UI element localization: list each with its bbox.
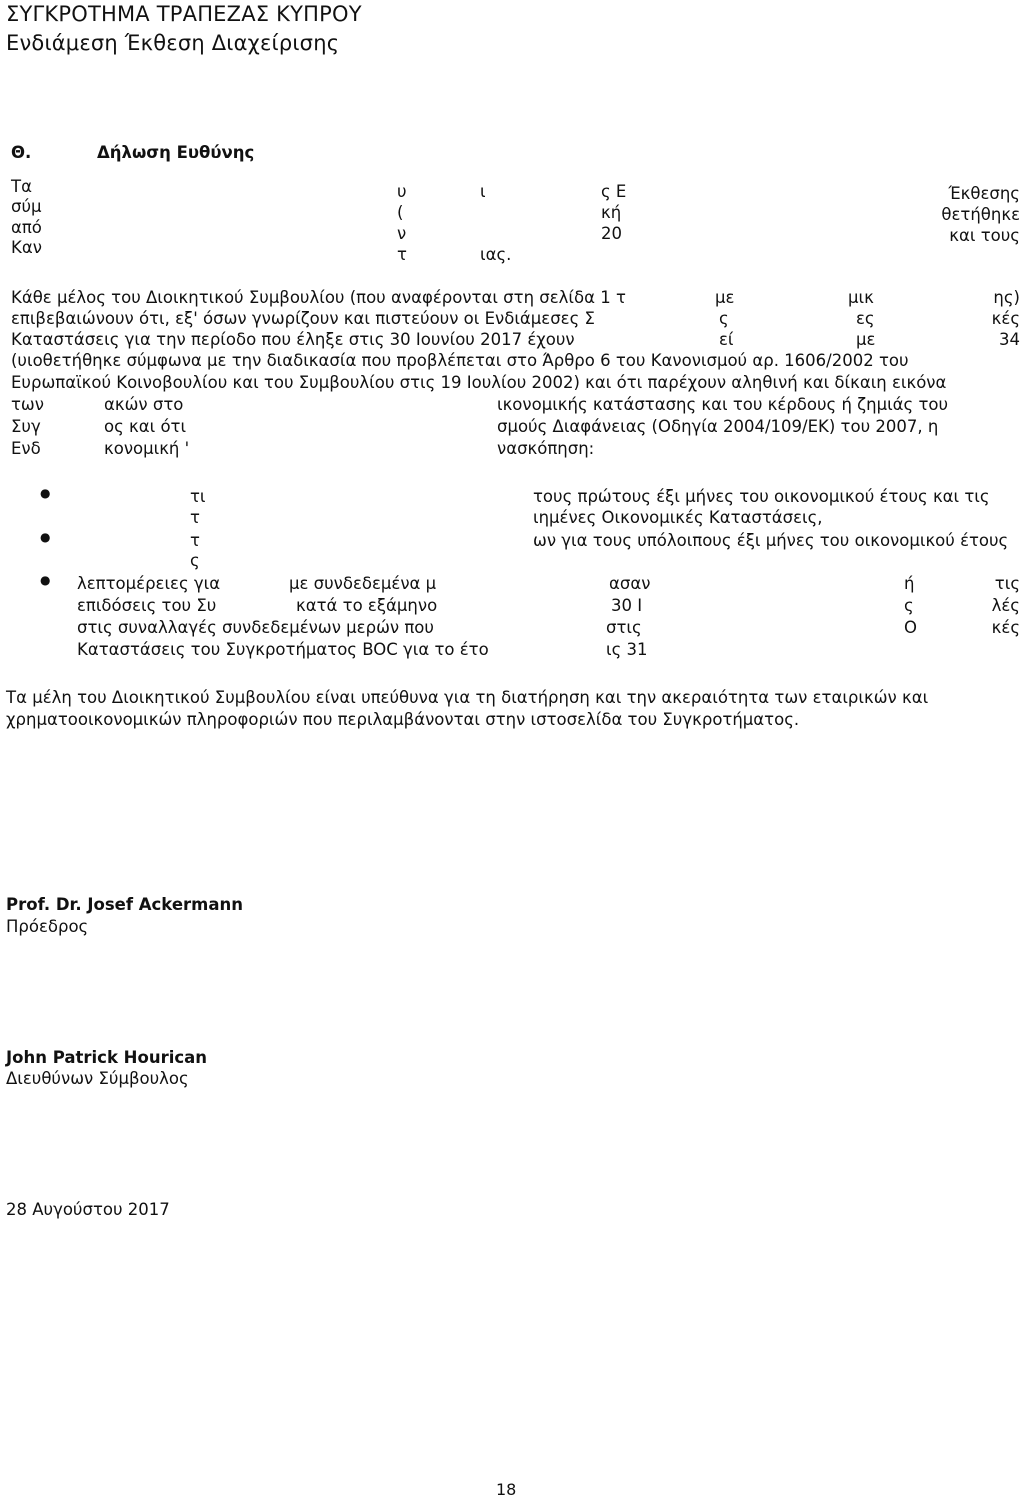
para2-fragment: 34	[999, 330, 1020, 349]
para1-fragment: ι	[480, 182, 486, 201]
bullet-fragment: με συνδεδεμένα μ	[289, 574, 437, 593]
bullet-fragment: τι	[190, 487, 206, 506]
bullet-fragment: ασαν	[609, 574, 651, 593]
section-title: Δήλωση Ευθύνης	[97, 143, 255, 162]
bullet-fragment: επιδόσεις του Συ	[77, 596, 217, 615]
para2-line: Καταστάσεις για την περίοδο που έληξε στις 30 Ιουνίου 2017 έχουν	[11, 330, 575, 349]
bullet-fragment: τ	[190, 508, 200, 527]
bullet-fragment: ιημένες Οικονομικές Καταστάσεις,	[533, 508, 823, 527]
para2-fragment: νασκόπηση:	[497, 439, 595, 458]
bullet-fragment: στις συναλλαγές συνδεδεμένων μερών που	[77, 618, 434, 637]
bullet-fragment: Καταστάσεις του Συγκροτήματος BOC για το έτο	[77, 640, 489, 659]
bullet-fragment: 30 Ι	[611, 596, 643, 615]
bullet-fragment: λές	[991, 596, 1020, 615]
para2-fragment: με	[715, 288, 735, 307]
signatory-role: Πρόεδρος	[6, 917, 89, 936]
para1-fragment: κή	[601, 203, 622, 222]
para1-fragment: Τα	[11, 177, 32, 196]
report-company-title: ΣΥΓΚΡΟΤΗΜΑ ΤΡΑΠΕΖΑΣ ΚΥΠΡΟΥ	[6, 2, 362, 26]
bullet-fragment: τους πρώτους έξι μήνες του οικονομικού έτους και τις	[533, 487, 990, 506]
para2-fragment: σμούς Διαφάνειας (Οδηγία 2004/109/ΕΚ) του 2007, η	[497, 417, 939, 436]
para2-fragment: Ενδ	[11, 439, 41, 458]
para1-fragment: τ	[397, 245, 407, 264]
para2-line: Κάθε μέλος του Διοικητικού Συμβουλίου (που αναφέρονται στη σελίδα 1 τ	[11, 288, 626, 307]
para3-line: Τα μέλη του Διοικητικού Συμβουλίου είναι υπεύθυνα για τη διατήρηση και την ακεραιότητα των εταιρικών και	[6, 688, 929, 707]
para2-line: Ευρωπαϊκού Κοινοβουλίου και του Συμβουλίου στις 19 Ιουλίου 2002) και ότι παρέχουν αληθινή και δίκαιη εικόνα	[11, 373, 947, 392]
report-subtitle: Ενδιάμεση Έκθεση Διαχείρισης	[6, 31, 340, 55]
para2-fragment: εί	[719, 330, 734, 349]
para1-fragment: θετήθηκε	[941, 205, 1020, 224]
bullet-marker: ●	[40, 530, 51, 544]
signatory-name: Prof. Dr. Josef Ackermann	[6, 895, 243, 914]
bullet-marker: ●	[40, 486, 51, 500]
para2-line: (υιοθετήθηκε σύμφωνα με την διαδικασία που προβλέπεται στο Άρθρο 6 του Κανονισμού αρ. 1606/2002 του	[11, 351, 909, 370]
bullet-fragment: ων για τους υπόλοιπους έξι μήνες του οικονομικού έτους	[533, 531, 1009, 550]
bullet-marker: ●	[40, 573, 51, 587]
para1-fragment: από	[11, 218, 42, 237]
section-number: Θ.	[11, 143, 32, 162]
para1-fragment: υ	[397, 182, 407, 201]
para1-fragment: και τους	[949, 226, 1020, 245]
para2-fragment: Συγ	[11, 417, 41, 436]
bullet-fragment: στις	[606, 618, 642, 637]
para2-fragment: ης)	[993, 288, 1020, 307]
para1-fragment: Έκθεσης	[948, 184, 1020, 203]
para2-fragment: ικονομικής κατάστασης και του κέρδους ή ζημιάς του	[497, 395, 949, 414]
bullet-fragment: τις	[994, 574, 1020, 593]
para2-fragment: ακών στο	[104, 395, 184, 414]
para2-line: επιβεβαιώνουν ότι, εξ' όσων γνωρίζουν και πιστεύουν οι Ενδιάμεσες Σ	[11, 309, 595, 328]
para2-fragment: ος και ότι	[104, 417, 187, 436]
para1-fragment: (	[397, 203, 404, 222]
para2-fragment: ες	[856, 309, 875, 328]
bullet-fragment: ις 31	[606, 640, 648, 659]
para1-fragment: ν	[397, 224, 407, 243]
bullet-fragment: Ο	[904, 618, 917, 637]
para3-line: χρηματοοικονομικών πληροφοριών που περιλαμβάνονται στην ιστοσελίδα του Συγκροτήματος.	[6, 710, 800, 729]
para1-fragment: Καν	[11, 238, 42, 257]
bullet-fragment: τ	[190, 531, 200, 550]
bullet-fragment: κατά το εξάμηνο	[296, 596, 438, 615]
para2-fragment: ς	[719, 309, 729, 328]
page-number: 18	[496, 1480, 517, 1499]
para2-fragment: κονομική '	[104, 439, 190, 458]
para1-fragment: 20	[601, 224, 622, 243]
para2-fragment: με	[856, 330, 876, 349]
para1-fragment: ιας.	[480, 245, 512, 264]
para2-fragment: μικ	[848, 288, 874, 307]
bullet-fragment: κές	[991, 618, 1020, 637]
para1-fragment: ς Ε	[601, 182, 627, 201]
para2-fragment: κές	[991, 309, 1020, 328]
bullet-fragment: ς	[190, 551, 200, 570]
bullet-fragment: ή	[904, 574, 915, 593]
bullet-fragment: ς	[904, 596, 914, 615]
signatory-role: Διευθύνων Σύμβουλος	[6, 1069, 189, 1088]
para2-fragment: των	[11, 395, 44, 414]
para1-fragment: σύμ	[11, 197, 42, 216]
bullet-fragment: λεπτομέρειες για	[77, 574, 221, 593]
signatory-name: John Patrick Hourican	[6, 1048, 208, 1067]
document-date: 28 Αυγούστου 2017	[6, 1200, 170, 1219]
